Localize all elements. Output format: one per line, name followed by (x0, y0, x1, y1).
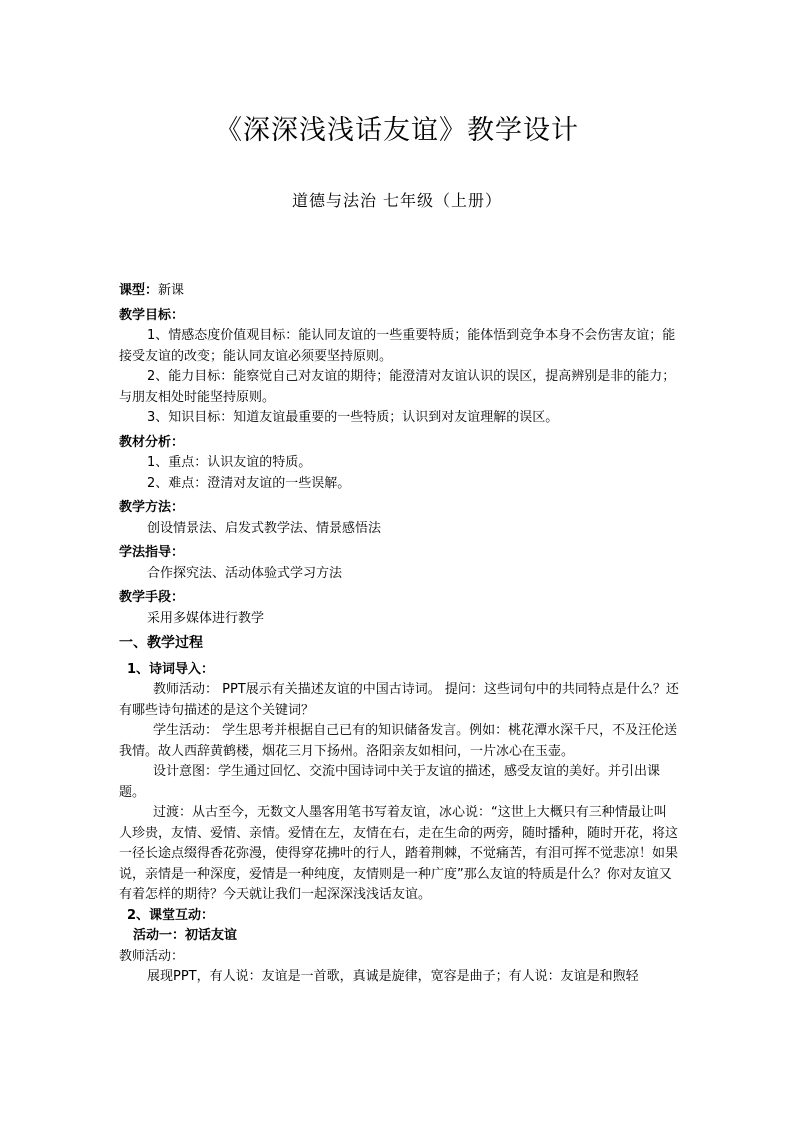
step1-teacher-activity: 教师活动： PPT展示有关描述友谊的中国古诗词。 提问：这些词句中的共同特点是什么？还有哪些诗句描述的是这个关键词？ (119, 682, 679, 718)
document-body (119, 281, 679, 988)
means-text: 采用多媒体进行教学 (147, 610, 265, 626)
process-heading: 一、教学过程 (119, 635, 203, 651)
objective-item: 3、知识目标：知道友谊最重要的一些特质；认识到对友谊理解的误区。 (147, 410, 559, 425)
lesson-type-value: 新课 (158, 283, 185, 298)
activity1-heading: 活动一：初话友谊 (133, 928, 238, 943)
guidance-heading: 学法指导： (119, 545, 185, 560)
lesson-type (119, 281, 679, 302)
objective-item: 2、能力目标：能察觉自己对友谊的期待；能澄清对友谊认识的误区，提高辨别是非的能力；与朋友相处时能坚持原则。 (119, 369, 676, 405)
step2-heading: 2、课堂互动： (127, 907, 215, 923)
step2-teacher-label: 教师活动： (119, 948, 185, 964)
step1-student-activity: 学生活动： 学生思考并根据自己已有的知识储备发言。例如：桃花潭水深千尺，不及汪伦送我情。故人西辞黄鹤楼，烟花三月下扬州。洛阳亲友如相问，一片冰心在玉壶。 (119, 723, 678, 759)
step1-transition: 过渡：从古至今，无数文人墨客用笔书写着友谊，冰心说：“这世上大概只有三种情最让叫人珍贵，友情、爱情、亲情。爱情在左，友情在右，走在生命的两旁，随时播种，随时开花，将这一径长途点缀得香花弥漫，使得穿花拂叶的行人，踏着荆棘，不觉痛苦，有泪可挥不觉悲凉！如果说，亲情是一种深度，爱情是一种纯度，友情则是一种广度”那么友谊的特质是什么？你对友谊又有着怎样的期待？今天就让我们一起深深浅浅话友谊。 (119, 805, 679, 902)
document-subtitle: 道德与法治 七年级（上册） (291, 191, 503, 210)
guidance-text: 合作探究法、活动体验式学习方法 (147, 565, 343, 581)
step2-text: 展现PPT，有人说：友谊是一首歌，真诚是旋律，宽容是曲子；有人说：友谊是和煦轻 (147, 969, 639, 984)
objective-item: 1、情感态度价值观目标：能认同友谊的一些重要特质；能体悟到竞争本身不会伤害友谊；能接受友谊的改变；能认同友谊必须要坚持原则。 (119, 328, 676, 364)
step1-heading: 1、诗词导入： (127, 661, 215, 677)
methods-text: 创设情景法、启发式教学法、情景感悟法 (147, 520, 382, 536)
analysis-heading: 教材分析： (119, 434, 185, 450)
objectives-heading: 教学目标： (119, 307, 185, 323)
analysis-item: 1、重点：认识友谊的特质。 (147, 455, 312, 470)
methods-heading: 教学方法： (119, 500, 185, 515)
analysis-item: 2、难点：澄清对友谊的一些误解。 (147, 475, 351, 491)
document-title: 《深深浅浅话友谊》教学设计 (215, 115, 579, 146)
means-heading: 教学手段： (119, 590, 185, 605)
step1-design-intent: 设计意图：学生通过回忆、交流中国诗词中关于友谊的描述，感受友谊的美好。并引出课题。 (119, 764, 661, 800)
lesson-type-label: 课型： (119, 283, 159, 298)
